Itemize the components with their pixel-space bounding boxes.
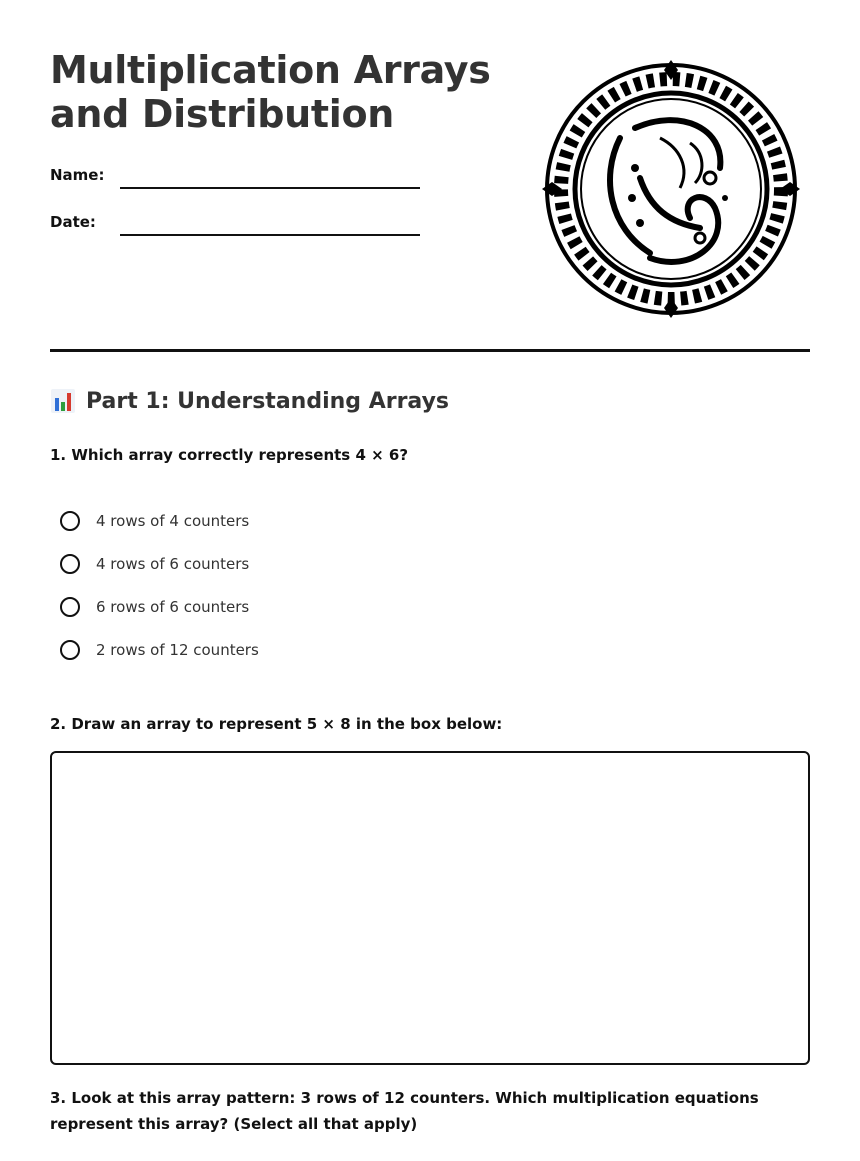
section-title-text: Part 1: Understanding Arrays [86, 388, 450, 414]
q1-option-2[interactable] [60, 554, 249, 574]
radio-button[interactable] [60, 640, 80, 660]
decorative-mandala-emblem [540, 58, 802, 320]
name-label: Name: [50, 166, 105, 184]
header-divider [50, 349, 810, 352]
name-field[interactable] [120, 187, 420, 189]
date-label: Date: [50, 213, 96, 231]
worksheet-title [50, 48, 491, 136]
option-label: 4 rows of 6 counters [96, 555, 250, 573]
question-2-prompt: 2. Draw an array to represent 5 × 8 in the box below: [50, 715, 503, 733]
drawing-answer-box[interactable] [50, 751, 810, 1065]
q1-option-1[interactable] [60, 511, 249, 531]
question-3-prompt: 3. Look at this array pattern: 3 rows of 12 counters. Which multiplication equations represent this array? (Select all that apply) [50, 1089, 759, 1133]
title-line-2: and Distribution [50, 92, 395, 136]
radio-button[interactable] [60, 554, 80, 574]
q1-option-3[interactable] [60, 597, 249, 617]
radio-button[interactable] [60, 597, 80, 617]
date-field[interactable] [120, 234, 420, 236]
option-label: 2 rows of 12 counters [96, 641, 259, 659]
option-label: 4 rows of 4 counters [96, 512, 250, 530]
title-line-1: Multiplication Arrays [50, 48, 491, 92]
question-1-prompt: 1. Which array correctly represents 4 × 6? [50, 446, 409, 464]
option-label: 6 rows of 6 counters [96, 598, 250, 616]
bar-chart-icon [50, 388, 76, 414]
q1-option-4[interactable] [60, 640, 259, 660]
section-title-part-1 [50, 388, 449, 414]
radio-button[interactable] [60, 511, 80, 531]
